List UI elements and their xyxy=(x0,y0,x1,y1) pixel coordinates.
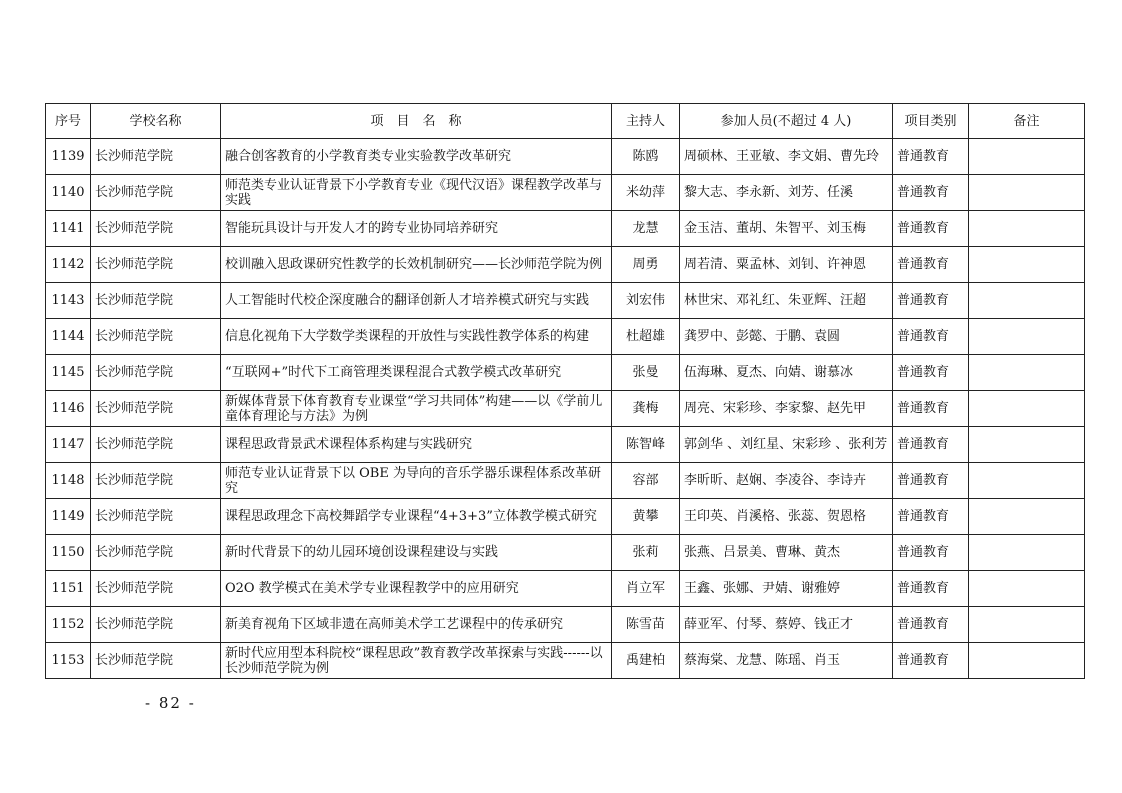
cell-members: 黎大志、李永新、刘芳、任溪 xyxy=(680,175,893,211)
project-table xyxy=(45,103,1085,679)
table-row xyxy=(46,247,1085,283)
cell-no: 1152 xyxy=(46,607,91,643)
cell-note xyxy=(969,139,1085,175)
cell-note xyxy=(969,355,1085,391)
table-row xyxy=(46,535,1085,571)
cell-members: 周若清、粟孟林、刘钊、许神恩 xyxy=(680,247,893,283)
cell-no: 1143 xyxy=(46,283,91,319)
cell-no: 1146 xyxy=(46,391,91,427)
cell-host: 陈鸥 xyxy=(612,139,680,175)
cell-host: 刘宏伟 xyxy=(612,283,680,319)
table-row xyxy=(46,499,1085,535)
cell-title: 融合创客教育的小学教育类专业实验教学改革研究 xyxy=(221,139,612,175)
cell-no: 1153 xyxy=(46,643,91,679)
cell-category: 普通教育 xyxy=(893,211,969,247)
table-body xyxy=(46,139,1085,679)
table-row xyxy=(46,211,1085,247)
cell-host: 张莉 xyxy=(612,535,680,571)
cell-title: 师范专业认证背景下以 OBE 为导向的音乐学器乐课程体系改革研究 xyxy=(221,463,612,499)
cell-members: 王印英、肖溪格、张蕊、贺恩格 xyxy=(680,499,893,535)
cell-no: 1150 xyxy=(46,535,91,571)
cell-category: 普通教育 xyxy=(893,139,969,175)
cell-note xyxy=(969,283,1085,319)
cell-school: 长沙师范学院 xyxy=(91,643,221,679)
header-members: 参加人员(不超过 4 人) xyxy=(680,104,893,139)
cell-category: 普通教育 xyxy=(893,355,969,391)
cell-members: 周亮、宋彩珍、李家黎、赵先甲 xyxy=(680,391,893,427)
cell-members: 周硕林、王亚敏、李文娟、曹先玲 xyxy=(680,139,893,175)
cell-school: 长沙师范学院 xyxy=(91,175,221,211)
cell-title: 智能玩具设计与开发人才的跨专业协同培养研究 xyxy=(221,211,612,247)
cell-school: 长沙师范学院 xyxy=(91,211,221,247)
cell-note xyxy=(969,643,1085,679)
cell-title: 新美育视角下区域非遗在高师美术学工艺课程中的传承研究 xyxy=(221,607,612,643)
cell-category: 普通教育 xyxy=(893,427,969,463)
cell-title: “互联网+”时代下工商管理类课程混合式教学模式改革研究 xyxy=(221,355,612,391)
cell-members: 郭剑华 、刘红星、宋彩珍 、张利芳 xyxy=(680,427,893,463)
cell-host: 陈雪苗 xyxy=(612,607,680,643)
cell-host: 陈智峰 xyxy=(612,427,680,463)
page-number: - 82 - xyxy=(145,694,196,712)
cell-note xyxy=(969,247,1085,283)
cell-no: 1145 xyxy=(46,355,91,391)
cell-title: 新媒体背景下体育教育专业课堂“学习共同体”构建——以《学前儿童体育理论与方法》为例 xyxy=(221,391,612,427)
cell-note xyxy=(969,463,1085,499)
header-title: 项 目 名 称 xyxy=(221,104,612,139)
cell-school: 长沙师范学院 xyxy=(91,427,221,463)
cell-host: 龙慧 xyxy=(612,211,680,247)
cell-no: 1141 xyxy=(46,211,91,247)
table-row xyxy=(46,283,1085,319)
cell-no: 1144 xyxy=(46,319,91,355)
table-row xyxy=(46,355,1085,391)
cell-category: 普通教育 xyxy=(893,175,969,211)
cell-members: 伍海琳、夏杰、向婧、谢慕冰 xyxy=(680,355,893,391)
cell-host: 容部 xyxy=(612,463,680,499)
table-row xyxy=(46,139,1085,175)
table-row xyxy=(46,391,1085,427)
table-row xyxy=(46,175,1085,211)
cell-members: 林世宋、邓礼红、朱亚辉、汪超 xyxy=(680,283,893,319)
cell-members: 龚罗中、彭懿、于鹏、袁圆 xyxy=(680,319,893,355)
cell-school: 长沙师范学院 xyxy=(91,319,221,355)
cell-school: 长沙师范学院 xyxy=(91,247,221,283)
cell-no: 1139 xyxy=(46,139,91,175)
cell-note xyxy=(969,211,1085,247)
cell-school: 长沙师范学院 xyxy=(91,139,221,175)
header-host: 主持人 xyxy=(612,104,680,139)
cell-school: 长沙师范学院 xyxy=(91,571,221,607)
header-note: 备注 xyxy=(969,104,1085,139)
cell-no: 1142 xyxy=(46,247,91,283)
cell-school: 长沙师范学院 xyxy=(91,391,221,427)
cell-title: 课程思政理念下高校舞蹈学专业课程“4+3+3”立体教学模式研究 xyxy=(221,499,612,535)
cell-no: 1149 xyxy=(46,499,91,535)
cell-category: 普通教育 xyxy=(893,463,969,499)
cell-host: 杜超雄 xyxy=(612,319,680,355)
cell-host: 龚梅 xyxy=(612,391,680,427)
cell-school: 长沙师范学院 xyxy=(91,355,221,391)
cell-no: 1140 xyxy=(46,175,91,211)
cell-members: 金玉洁、董胡、朱智平、刘玉梅 xyxy=(680,211,893,247)
table-row xyxy=(46,319,1085,355)
cell-category: 普通教育 xyxy=(893,247,969,283)
cell-note xyxy=(969,319,1085,355)
cell-members: 王鑫、张娜、尹婧、谢雅婷 xyxy=(680,571,893,607)
cell-title: 校训融入思政课研究性教学的长效机制研究——长沙师范学院为例 xyxy=(221,247,612,283)
cell-note xyxy=(969,427,1085,463)
cell-members: 李昕昕、赵娴、李凌谷、李诗卉 xyxy=(680,463,893,499)
header-school: 学校名称 xyxy=(91,104,221,139)
cell-no: 1147 xyxy=(46,427,91,463)
cell-school: 长沙师范学院 xyxy=(91,607,221,643)
cell-members: 蔡海棠、龙慧、陈瑶、肖玉 xyxy=(680,643,893,679)
cell-category: 普通教育 xyxy=(893,391,969,427)
cell-title: 信息化视角下大学数学类课程的开放性与实践性教学体系的构建 xyxy=(221,319,612,355)
cell-note xyxy=(969,175,1085,211)
cell-note xyxy=(969,571,1085,607)
cell-category: 普通教育 xyxy=(893,283,969,319)
cell-category: 普通教育 xyxy=(893,643,969,679)
cell-no: 1148 xyxy=(46,463,91,499)
cell-host: 米幼萍 xyxy=(612,175,680,211)
cell-note xyxy=(969,391,1085,427)
cell-title: 师范类专业认证背景下小学教育专业《现代汉语》课程教学改革与实践 xyxy=(221,175,612,211)
header-no: 序号 xyxy=(46,104,91,139)
cell-note xyxy=(969,607,1085,643)
cell-school: 长沙师范学院 xyxy=(91,499,221,535)
cell-category: 普通教育 xyxy=(893,535,969,571)
table-row xyxy=(46,643,1085,679)
cell-no: 1151 xyxy=(46,571,91,607)
table-row xyxy=(46,571,1085,607)
cell-title: 新时代背景下的幼儿园环境创设课程建设与实践 xyxy=(221,535,612,571)
cell-category: 普通教育 xyxy=(893,319,969,355)
cell-title: 新时代应用型本科院校“课程思政”教育教学改革探索与实践------以长沙师范学院为例 xyxy=(221,643,612,679)
cell-note xyxy=(969,499,1085,535)
cell-school: 长沙师范学院 xyxy=(91,283,221,319)
cell-members: 薛亚军、付琴、蔡婷、钱正才 xyxy=(680,607,893,643)
cell-title: O2O 教学模式在美术学专业课程教学中的应用研究 xyxy=(221,571,612,607)
cell-host: 肖立军 xyxy=(612,571,680,607)
cell-category: 普通教育 xyxy=(893,607,969,643)
cell-school: 长沙师范学院 xyxy=(91,463,221,499)
cell-members: 张燕、吕景美、曹琳、黄杰 xyxy=(680,535,893,571)
cell-category: 普通教育 xyxy=(893,571,969,607)
cell-category: 普通教育 xyxy=(893,499,969,535)
cell-host: 禹建柏 xyxy=(612,643,680,679)
table-header-row xyxy=(46,104,1085,139)
cell-host: 张曼 xyxy=(612,355,680,391)
cell-school: 长沙师范学院 xyxy=(91,535,221,571)
cell-note xyxy=(969,535,1085,571)
cell-title: 课程思政背景武术课程体系构建与实践研究 xyxy=(221,427,612,463)
cell-host: 黄攀 xyxy=(612,499,680,535)
cell-host: 周勇 xyxy=(612,247,680,283)
table-row xyxy=(46,607,1085,643)
cell-title: 人工智能时代校企深度融合的翻译创新人才培养模式研究与实践 xyxy=(221,283,612,319)
header-category: 项目类别 xyxy=(893,104,969,139)
table-row xyxy=(46,427,1085,463)
table-row xyxy=(46,463,1085,499)
